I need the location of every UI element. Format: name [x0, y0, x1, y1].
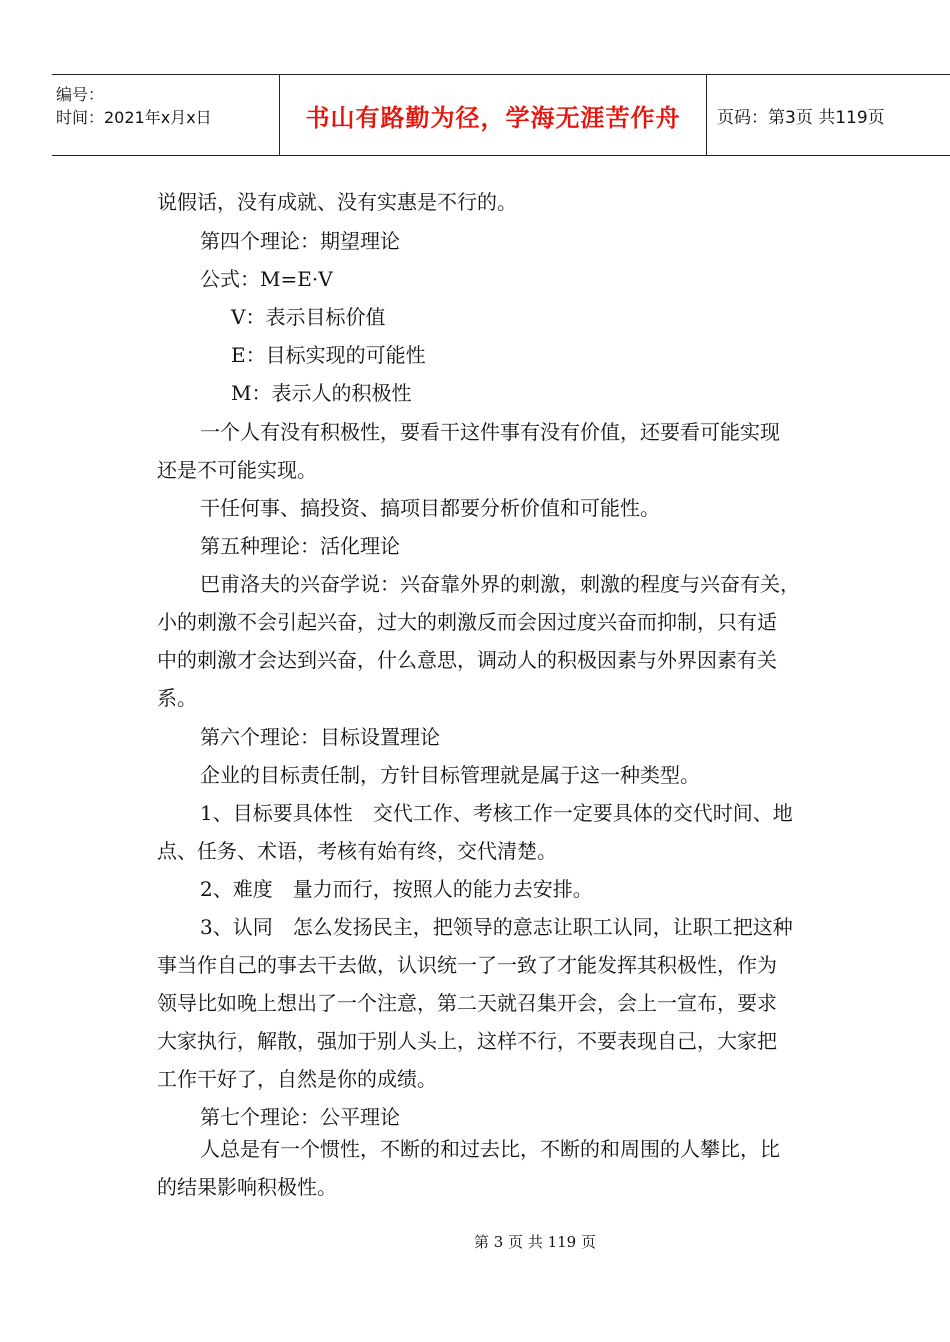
- text-line: 3、认同 怎么发扬民主，把领导的意志让职工认同，让职工把这种: [200, 915, 793, 939]
- text-line: 干任何事、搞投资、搞项目都要分析价值和可能性。: [200, 496, 660, 520]
- text-line: 大家执行，解散，强加于别人头上，这样不行，不要表现自己，大家把: [157, 1029, 777, 1053]
- header-meta: [52, 75, 280, 155]
- text-line: 人总是有一个惯性，不断的和过去比，不断的和周围的人攀比，比: [200, 1137, 780, 1161]
- text-line: 还是不可能实现。: [157, 458, 317, 482]
- text-line: V：表示目标价值: [231, 305, 386, 329]
- text-line: 说假话，没有成就、没有实惠是不行的。: [157, 190, 517, 214]
- document-number-label: 编号：: [56, 85, 105, 104]
- text-line: 小的刺激不会引起兴奋，过大的刺激反而会因过度兴奋而抑制，只有适: [157, 610, 777, 634]
- text-line: 企业的目标责任制，方针目标管理就是属于这一种类型。: [200, 763, 700, 787]
- text-line: E：目标实现的可能性: [231, 343, 426, 367]
- section-heading: 第四个理论：期望理论: [200, 229, 400, 253]
- document-date-label: 时间：2021年x月x日: [56, 108, 212, 127]
- text-line: 领导比如晚上想出了一个注意，第二天就召集开会，会上一宣布，要求: [157, 991, 777, 1015]
- section-heading: 第五种理论：活化理论: [200, 534, 400, 558]
- text-line: 的结果影响积极性。: [157, 1175, 337, 1199]
- page-header: [52, 74, 950, 156]
- text-line: 中的刺激才会达到兴奋，什么意思，调动人的积极因素与外界因素有关: [157, 648, 777, 672]
- text-line: 1、目标要具体性 交代工作、考核工作一定要具体的交代时间、地: [200, 801, 793, 825]
- section-heading: 第七个理论：公平理论: [200, 1105, 400, 1129]
- text-line: 2、难度 量力而行，按照人的能力去安排。: [200, 877, 593, 901]
- text-line: 系。: [157, 686, 197, 710]
- header-motto: 书山有路勤为径，学海无涯苦作舟: [280, 75, 707, 155]
- text-line: 一个人有没有积极性，要看干这件事有没有价值，还要看可能实现: [200, 420, 780, 444]
- text-line: M：表示人的积极性: [231, 381, 412, 405]
- text-line: 事当作自己的事去干去做，认识统一了一致了才能发挥其积极性，作为: [157, 953, 777, 977]
- section-heading: 第六个理论：目标设置理论: [200, 725, 440, 749]
- text-line: 点、任务、术语，考核有始有终，交代清楚。: [157, 839, 557, 863]
- text-line: 工作干好了，自然是你的成绩。: [157, 1067, 437, 1091]
- text-line: 公式：M=E·V: [200, 267, 333, 291]
- page-footer: 第 3 页 共 119 页: [473, 1233, 596, 1251]
- header-page-number: 页码：第3页 共119页: [717, 107, 885, 128]
- text-line: 巴甫洛夫的兴奋学说：兴奋靠外界的刺激，刺激的程度与兴奋有关，: [200, 572, 800, 596]
